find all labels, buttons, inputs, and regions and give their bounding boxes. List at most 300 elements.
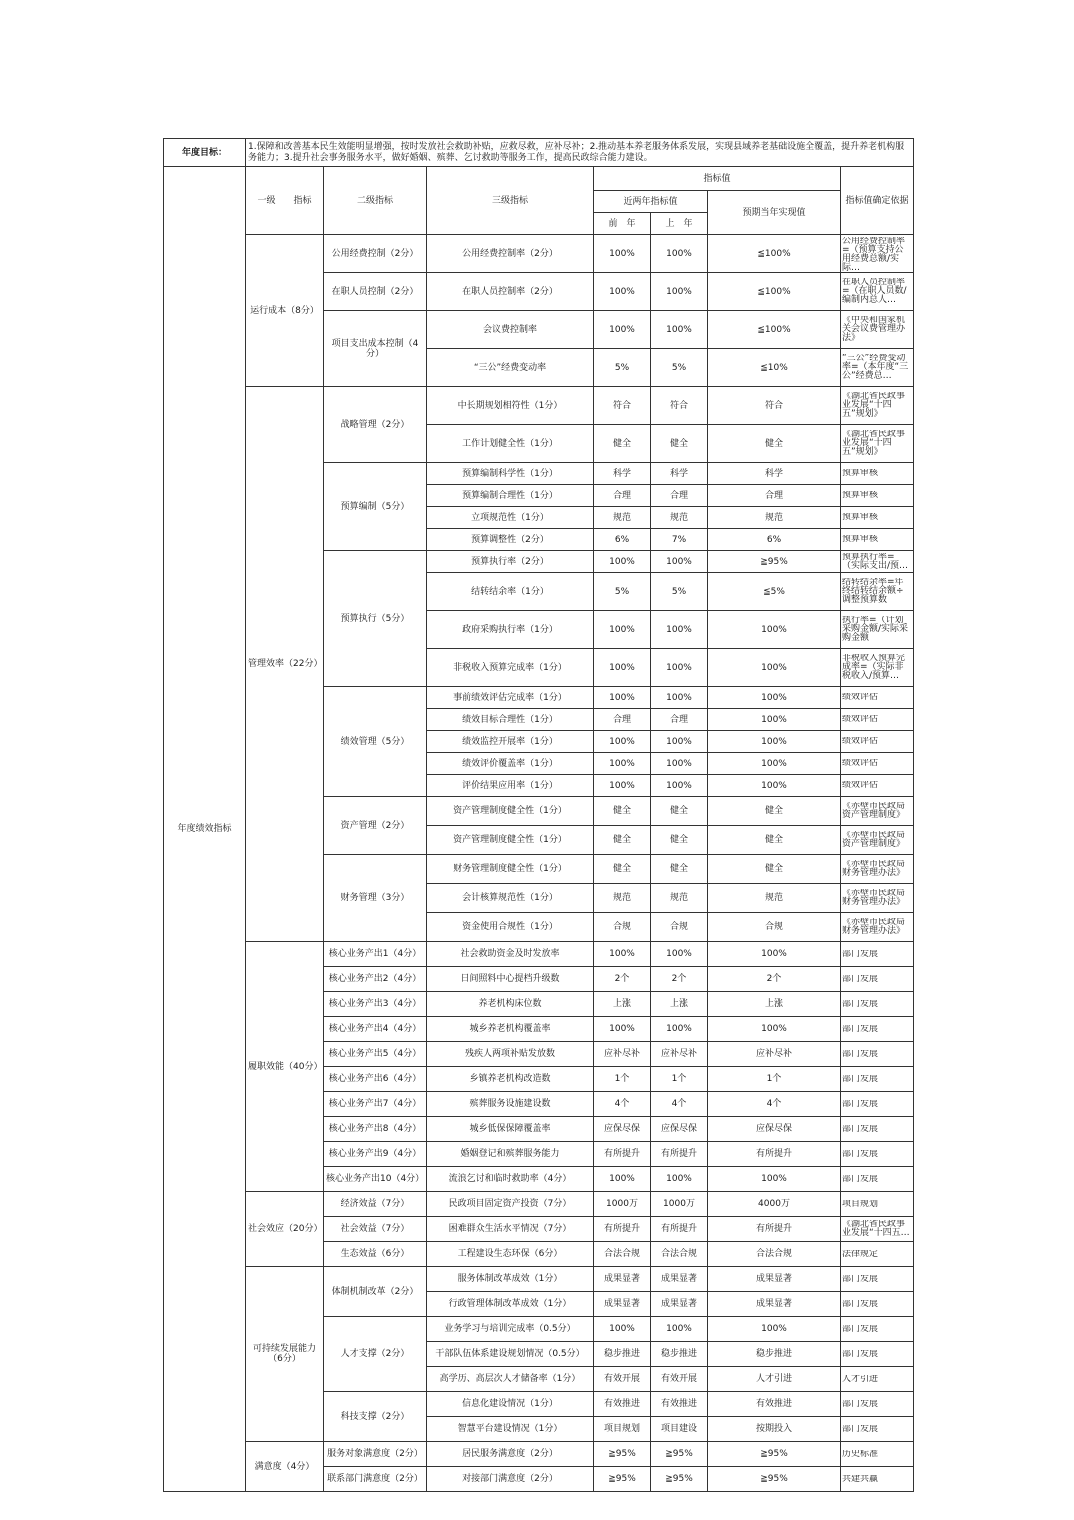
level2-cell: 核心业务产出4（4分） (324, 1017, 427, 1042)
last-year-cell: 100% (651, 731, 708, 753)
last-year-cell: 项目建设 (651, 1417, 708, 1442)
last-year-cell: 符合 (651, 387, 708, 425)
prev-year-cell: 100% (594, 235, 651, 273)
annual-performance-label: 年度绩效指标 (164, 167, 246, 1492)
table-row (164, 235, 914, 273)
last-year-cell: 100% (651, 235, 708, 273)
level3-cell: 中长期规划相符性（1分） (427, 387, 594, 425)
level2-cell: 人才支撑（2分） (324, 1317, 427, 1392)
expected-cell: 应补尽补 (708, 1042, 841, 1067)
prev-year-cell: ≧95% (594, 1442, 651, 1467)
level3-cell: 预算编制合理性（1分） (427, 485, 594, 507)
prev-year-cell: 科学 (594, 463, 651, 485)
expected-cell: 规范 (708, 507, 841, 529)
expected-cell: 100% (708, 731, 841, 753)
last-year-cell: 100% (651, 311, 708, 349)
level3-cell: 行政管理体制改革成效（1分） (427, 1292, 594, 1317)
prev-year-cell: 有效开展 (594, 1367, 651, 1392)
level3-cell: 对接部门满意度（2分） (427, 1467, 594, 1492)
expected-cell: 100% (708, 1167, 841, 1192)
basis-cell (841, 687, 914, 709)
level3-cell: 高学历、高层次人才储备率（1分） (427, 1367, 594, 1392)
expected-cell: 100% (708, 611, 841, 649)
header-last-year: 上 年 (651, 213, 708, 235)
prev-year-cell: 5% (594, 349, 651, 387)
basis-cell (841, 611, 914, 649)
level3-cell: 事前绩效评估完成率（1分） (427, 687, 594, 709)
basis-text: 人才引进 (842, 1374, 879, 1384)
level2-cell: 核心业务产出3（4分） (324, 992, 427, 1017)
prev-year-cell: 100% (594, 551, 651, 573)
basis-text: 部门发展 (842, 949, 879, 959)
basis-text: 《赤壁市民政局财务管理办法》 (842, 889, 906, 907)
table-row (164, 1192, 914, 1217)
expected-cell: 100% (708, 775, 841, 797)
expected-cell: 上涨 (708, 992, 841, 1017)
basis-cell (841, 1167, 914, 1192)
header-level1: 一级 指标 (246, 167, 324, 235)
basis-text: 部门发展 (842, 1274, 879, 1284)
prev-year-cell: 4个 (594, 1092, 651, 1117)
basis-cell (841, 1092, 914, 1117)
basis-text: 预算审核 (842, 535, 879, 544)
prev-year-cell: 6% (594, 529, 651, 551)
prev-year-cell: 健全 (594, 797, 651, 826)
expected-cell: 有所提升 (708, 1142, 841, 1167)
last-year-cell: 7% (651, 529, 708, 551)
prev-year-cell: 100% (594, 1167, 651, 1192)
last-year-cell: 合理 (651, 485, 708, 507)
basis-cell (841, 463, 914, 485)
last-year-cell: 100% (651, 551, 708, 573)
level3-cell: 居民服务满意度（2分） (427, 1442, 594, 1467)
expected-cell: 6% (708, 529, 841, 551)
level2-cell: 资产管理（2分） (324, 797, 427, 855)
basis-text: 非税收入预算完成率=（实际非税收入/预算… (842, 654, 906, 681)
level2-cell: 核心业务产出7（4分） (324, 1092, 427, 1117)
basis-text: 部门发展 (842, 1124, 879, 1134)
level3-cell: 公用经费控制率（2分） (427, 235, 594, 273)
prev-year-cell: 有所提升 (594, 1142, 651, 1167)
expected-cell: 按期投入 (708, 1417, 841, 1442)
basis-cell (841, 967, 914, 992)
basis-cell (841, 1017, 914, 1042)
last-year-cell: 100% (651, 753, 708, 775)
last-year-cell: 合规 (651, 913, 708, 942)
basis-cell (841, 731, 914, 753)
level3-cell: 流浪乞讨和临时救助率（4分） (427, 1167, 594, 1192)
basis-cell (841, 797, 914, 826)
basis-text: 绩效评估 (842, 781, 879, 790)
basis-text: 部门发展 (842, 1399, 879, 1409)
level2-cell: 联系部门满意度（2分） (324, 1467, 427, 1492)
level3-cell: 干部队伍体系建设规划情况（0.5分） (427, 1342, 594, 1367)
basis-text: 部门发展 (842, 974, 879, 984)
last-year-cell: 100% (651, 649, 708, 687)
last-year-cell: 100% (651, 775, 708, 797)
basis-text: 部门发展 (842, 1424, 879, 1434)
level3-cell: 预算编制科学性（1分） (427, 463, 594, 485)
last-year-cell: 100% (651, 273, 708, 311)
expected-cell: 100% (708, 687, 841, 709)
last-year-cell: 1个 (651, 1067, 708, 1092)
header-expected: 预期当年实现值 (708, 191, 841, 235)
level3-cell: 在职人员控制率（2分） (427, 273, 594, 311)
level1-cell: 运行成本（8分） (246, 235, 324, 387)
basis-text: 法律规定 (842, 1249, 879, 1259)
basis-text: 《中央和国家机关会议费管理办法》 (842, 316, 906, 343)
expected-cell: 100% (708, 1017, 841, 1042)
expected-cell: 有效推进 (708, 1392, 841, 1417)
last-year-cell: 100% (651, 611, 708, 649)
header-row-1 (164, 167, 914, 191)
basis-cell (841, 1267, 914, 1292)
level2-cell: 项目支出成本控制（4分） (324, 311, 427, 387)
basis-cell (841, 485, 914, 507)
expected-cell: 应保尽保 (708, 1117, 841, 1142)
prev-year-cell: 合理 (594, 485, 651, 507)
prev-year-cell: 合法合规 (594, 1242, 651, 1267)
level3-cell: 会议费控制率 (427, 311, 594, 349)
prev-year-cell: 100% (594, 611, 651, 649)
basis-text: 部门发展 (842, 1024, 879, 1034)
level3-cell: 资金使用合规性（1分） (427, 913, 594, 942)
basis-cell (841, 1317, 914, 1342)
performance-table (163, 138, 914, 1492)
level3-cell: 困难群众生活水平情况（7分） (427, 1217, 594, 1242)
prev-year-cell: 上涨 (594, 992, 651, 1017)
level2-cell: 预算编制（5分） (324, 463, 427, 551)
last-year-cell: 100% (651, 687, 708, 709)
expected-cell: ≦5% (708, 573, 841, 611)
basis-cell (841, 1342, 914, 1367)
prev-year-cell: 1个 (594, 1067, 651, 1092)
prev-year-cell: 成果显著 (594, 1267, 651, 1292)
last-year-cell: 5% (651, 573, 708, 611)
basis-cell (841, 913, 914, 942)
level2-cell: 预算执行（5分） (324, 551, 427, 687)
level2-cell: 核心业务产出8（4分） (324, 1117, 427, 1142)
last-year-cell: 有所提升 (651, 1217, 708, 1242)
expected-cell: 100% (708, 709, 841, 731)
level3-cell: “三公”经费变动率 (427, 349, 594, 387)
prev-year-cell: 100% (594, 311, 651, 349)
basis-cell (841, 1392, 914, 1417)
level2-cell: 经济效益（7分） (324, 1192, 427, 1217)
prev-year-cell: 稳步推进 (594, 1342, 651, 1367)
last-year-cell: 健全 (651, 797, 708, 826)
expected-cell: 2个 (708, 967, 841, 992)
last-year-cell: 2个 (651, 967, 708, 992)
level3-cell: 殡葬服务设施建设数 (427, 1092, 594, 1117)
table-row (164, 942, 914, 967)
basis-text: “三公”经费变动率=（本年度“三公”经费总… (842, 354, 909, 381)
last-year-cell: 100% (651, 1317, 708, 1342)
expected-cell: 4000万 (708, 1192, 841, 1217)
last-year-cell: 1000万 (651, 1192, 708, 1217)
level3-cell: 业务学习与培训完成率（0.5分） (427, 1317, 594, 1342)
level2-cell: 生态效益（6分） (324, 1242, 427, 1267)
prev-year-cell: 项目规划 (594, 1417, 651, 1442)
basis-text: 《赤壁市民政局资产管理制度》 (842, 831, 906, 849)
basis-cell (841, 1192, 914, 1217)
basis-text: 历史标准 (842, 1449, 879, 1459)
basis-cell (841, 1442, 914, 1467)
level3-cell: 绩效监控开展率（1分） (427, 731, 594, 753)
basis-text: 预算审核 (842, 491, 879, 500)
level1-cell: 管理效率（22分） (246, 387, 324, 942)
prev-year-cell: 应保尽保 (594, 1117, 651, 1142)
basis-text: 预算审核 (842, 513, 879, 522)
basis-text: 部门发展 (842, 1074, 879, 1084)
prev-year-cell: 有效推进 (594, 1392, 651, 1417)
basis-text: 《湖北省民政事业发展“十四五”规划》 (842, 430, 906, 457)
level2-cell: 科技支撑（2分） (324, 1392, 427, 1442)
prev-year-cell: 健全 (594, 855, 651, 884)
level3-cell: 预算执行率（2分） (427, 551, 594, 573)
level2-cell: 体制机制改革（2分） (324, 1267, 427, 1317)
level3-cell: 日间照料中心提档升级数 (427, 967, 594, 992)
annual-goal-text: 1.保障和改善基本民生效能明显增强，按时发放社会救助补贴，应救尽救，应补尽补；2.推动基本养老服务体系发展，实现县域养老基础设施全覆盖，提升养老机构服务能力；3.提升社会事务服务水平，做好婚姻、殡葬、乞讨救助等服务工作，提高民政综合能力建设。 (246, 139, 914, 167)
prev-year-cell: 1000万 (594, 1192, 651, 1217)
level1-cell: 履职效能（40分） (246, 942, 324, 1192)
level2-cell: 绩效管理（5分） (324, 687, 427, 797)
basis-text: 《赤壁市民政局资产管理制度》 (842, 802, 906, 820)
expected-cell: ≦100% (708, 235, 841, 273)
prev-year-cell: 100% (594, 649, 651, 687)
last-year-cell: 5% (651, 349, 708, 387)
prev-year-cell: 100% (594, 753, 651, 775)
basis-cell (841, 1117, 914, 1142)
basis-cell (841, 709, 914, 731)
prev-year-cell: 100% (594, 775, 651, 797)
basis-text: 结转结余率=年终结转结余额÷调整预算数 (842, 578, 904, 605)
basis-text: 《赤壁市民政局财务管理办法》 (842, 918, 906, 936)
header-recent-two-years: 近两年指标值 (594, 191, 708, 213)
level3-cell: 评价结果应用率（1分） (427, 775, 594, 797)
expected-cell: 健全 (708, 425, 841, 463)
basis-cell (841, 273, 914, 311)
last-year-cell: ≧95% (651, 1467, 708, 1492)
level3-cell: 智慧平台建设情况（1分） (427, 1417, 594, 1442)
level2-cell: 核心业务产出6（4分） (324, 1067, 427, 1092)
annual-goal-row (164, 139, 914, 167)
last-year-cell: 应补尽补 (651, 1042, 708, 1067)
basis-cell (841, 884, 914, 913)
last-year-cell: 100% (651, 1017, 708, 1042)
table-row (164, 1442, 914, 1467)
basis-cell (841, 235, 914, 273)
prev-year-cell: 100% (594, 1017, 651, 1042)
basis-text: 部门发展 (842, 1324, 879, 1334)
header-basis: 指标值确定依据 (841, 167, 914, 235)
expected-cell: 100% (708, 649, 841, 687)
prev-year-cell: 100% (594, 1317, 651, 1342)
level1-cell: 满意度（4分） (246, 1442, 324, 1492)
level3-cell: 民政项目固定资产投资（7分） (427, 1192, 594, 1217)
prev-year-cell: 有所提升 (594, 1217, 651, 1242)
prev-year-cell: 健全 (594, 826, 651, 855)
annual-goal-label: 年度目标： (164, 139, 246, 167)
expected-cell: ≦100% (708, 311, 841, 349)
prev-year-cell: 100% (594, 687, 651, 709)
level3-cell: 残疾人两项补贴发放数 (427, 1042, 594, 1067)
expected-cell: 成果显著 (708, 1267, 841, 1292)
last-year-cell: 有效开展 (651, 1367, 708, 1392)
level2-cell: 核心业务产出10（4分） (324, 1167, 427, 1192)
level3-cell: 服务体制改革成效（1分） (427, 1267, 594, 1292)
basis-cell (841, 1067, 914, 1092)
level3-cell: 绩效评价覆盖率（1分） (427, 753, 594, 775)
level3-cell: 立项规范性（1分） (427, 507, 594, 529)
last-year-cell: 4个 (651, 1092, 708, 1117)
last-year-cell: 合法合规 (651, 1242, 708, 1267)
header-level2: 二级指标 (324, 167, 427, 235)
level3-cell: 资产管理制度健全性（1分） (427, 797, 594, 826)
basis-cell (841, 1042, 914, 1067)
level2-cell: 服务对象满意度（2分） (324, 1442, 427, 1467)
expected-cell: 健全 (708, 826, 841, 855)
level3-cell: 工作计划健全性（1分） (427, 425, 594, 463)
last-year-cell: 成果显著 (651, 1292, 708, 1317)
last-year-cell: 科学 (651, 463, 708, 485)
level2-cell: 社会效益（7分） (324, 1217, 427, 1242)
basis-cell (841, 311, 914, 349)
basis-cell (841, 1217, 914, 1242)
prev-year-cell: 健全 (594, 425, 651, 463)
level3-cell: 非税收入预算完成率（1分） (427, 649, 594, 687)
prev-year-cell: 100% (594, 273, 651, 311)
level3-cell: 养老机构床位数 (427, 992, 594, 1017)
basis-text: 部门发展 (842, 999, 879, 1009)
basis-text: 在职人员控制率=（在职人员数/编制内总人… (842, 278, 907, 305)
level2-cell: 在职人员控制（2分） (324, 273, 427, 311)
last-year-cell: 健全 (651, 855, 708, 884)
basis-cell (841, 507, 914, 529)
expected-cell: 1个 (708, 1067, 841, 1092)
prev-year-cell: 5% (594, 573, 651, 611)
prev-year-cell: 应补尽补 (594, 1042, 651, 1067)
basis-cell (841, 349, 914, 387)
last-year-cell: ≧95% (651, 1442, 708, 1467)
level3-cell: 工程建设生态环保（6分） (427, 1242, 594, 1267)
basis-text: 《湖北省民政事业发展“十四五… (842, 1220, 910, 1238)
basis-text: 部门发展 (842, 1299, 879, 1309)
prev-year-cell: 规范 (594, 884, 651, 913)
last-year-cell: 健全 (651, 425, 708, 463)
level3-cell: 财务管理制度健全性（1分） (427, 855, 594, 884)
basis-text: 公用经费控制率=（预算支持公用经费总额/实际… (842, 236, 906, 271)
header-year-before-last: 前 年 (594, 213, 651, 235)
last-year-cell: 规范 (651, 884, 708, 913)
prev-year-cell: 100% (594, 731, 651, 753)
level3-cell: 城乡养老机构覆盖率 (427, 1017, 594, 1042)
expected-cell: 成果显著 (708, 1292, 841, 1317)
basis-cell (841, 1467, 914, 1492)
header-indicator-value: 指标值 (594, 167, 841, 191)
expected-cell: 100% (708, 942, 841, 967)
level1-cell: 可持续发展能力（6分） (246, 1267, 324, 1442)
level2-cell: 核心业务产出2（4分） (324, 967, 427, 992)
expected-cell: ≦100% (708, 273, 841, 311)
basis-text: 绩效评估 (842, 737, 879, 746)
prev-year-cell: 100% (594, 942, 651, 967)
basis-text: 部门发展 (842, 1149, 879, 1159)
header-level3: 三级指标 (427, 167, 594, 235)
basis-cell (841, 1242, 914, 1267)
basis-cell (841, 573, 914, 611)
prev-year-cell: 合规 (594, 913, 651, 942)
expected-cell: 4个 (708, 1092, 841, 1117)
level2-cell: 核心业务产出1（4分） (324, 942, 427, 967)
basis-text: 共建共赢 (842, 1474, 879, 1484)
level3-cell: 乡镇养老机构改造数 (427, 1067, 594, 1092)
table-row (164, 1267, 914, 1292)
basis-cell (841, 1417, 914, 1442)
last-year-cell: 规范 (651, 507, 708, 529)
basis-cell (841, 387, 914, 425)
last-year-cell: 合理 (651, 709, 708, 731)
basis-text: 绩效评估 (842, 759, 879, 768)
basis-cell (841, 1292, 914, 1317)
expected-cell: 合理 (708, 485, 841, 507)
expected-cell: 规范 (708, 884, 841, 913)
level2-cell: 财务管理（3分） (324, 855, 427, 942)
last-year-cell: 有效推进 (651, 1392, 708, 1417)
expected-cell: 人才引进 (708, 1367, 841, 1392)
level2-cell: 公用经费控制（2分） (324, 235, 427, 273)
basis-cell (841, 649, 914, 687)
level3-cell: 会计核算规范性（1分） (427, 884, 594, 913)
prev-year-cell: 规范 (594, 507, 651, 529)
basis-text: 《湖北省民政事业发展“十四五”规划》 (842, 392, 906, 419)
basis-text: 部门发展 (842, 1349, 879, 1359)
basis-cell (841, 826, 914, 855)
basis-text: 执行率=（计划采购金额/实际采购金额 (842, 616, 909, 643)
basis-cell (841, 753, 914, 775)
basis-cell (841, 992, 914, 1017)
expected-cell: 有所提升 (708, 1217, 841, 1242)
last-year-cell: 100% (651, 1167, 708, 1192)
expected-cell: 健全 (708, 855, 841, 884)
expected-cell: 100% (708, 1317, 841, 1342)
basis-cell (841, 855, 914, 884)
basis-text: 部门发展 (842, 1099, 879, 1109)
basis-text: 预算审核 (842, 469, 879, 478)
expected-cell: 科学 (708, 463, 841, 485)
expected-cell: 合法合规 (708, 1242, 841, 1267)
last-year-cell: 稳步推进 (651, 1342, 708, 1367)
last-year-cell: 成果显著 (651, 1267, 708, 1292)
prev-year-cell: 符合 (594, 387, 651, 425)
basis-cell (841, 1142, 914, 1167)
level2-cell: 战略管理（2分） (324, 387, 427, 463)
level3-cell: 城乡低保保障覆盖率 (427, 1117, 594, 1142)
basis-cell (841, 1367, 914, 1392)
level3-cell: 信息化建设情况（1分） (427, 1392, 594, 1417)
last-year-cell: 上涨 (651, 992, 708, 1017)
level1-cell: 社会效应（20分） (246, 1192, 324, 1267)
basis-cell (841, 425, 914, 463)
expected-cell: 合规 (708, 913, 841, 942)
basis-text: 预算执行率=（实际支出/预… (842, 552, 909, 571)
level2-cell: 核心业务产出5（4分） (324, 1042, 427, 1067)
last-year-cell: 健全 (651, 826, 708, 855)
expected-cell: 符合 (708, 387, 841, 425)
basis-text: 《赤壁市民政局财务管理办法》 (842, 860, 906, 878)
prev-year-cell: 成果显著 (594, 1292, 651, 1317)
level3-cell: 婚姻登记和殡葬服务能力 (427, 1142, 594, 1167)
